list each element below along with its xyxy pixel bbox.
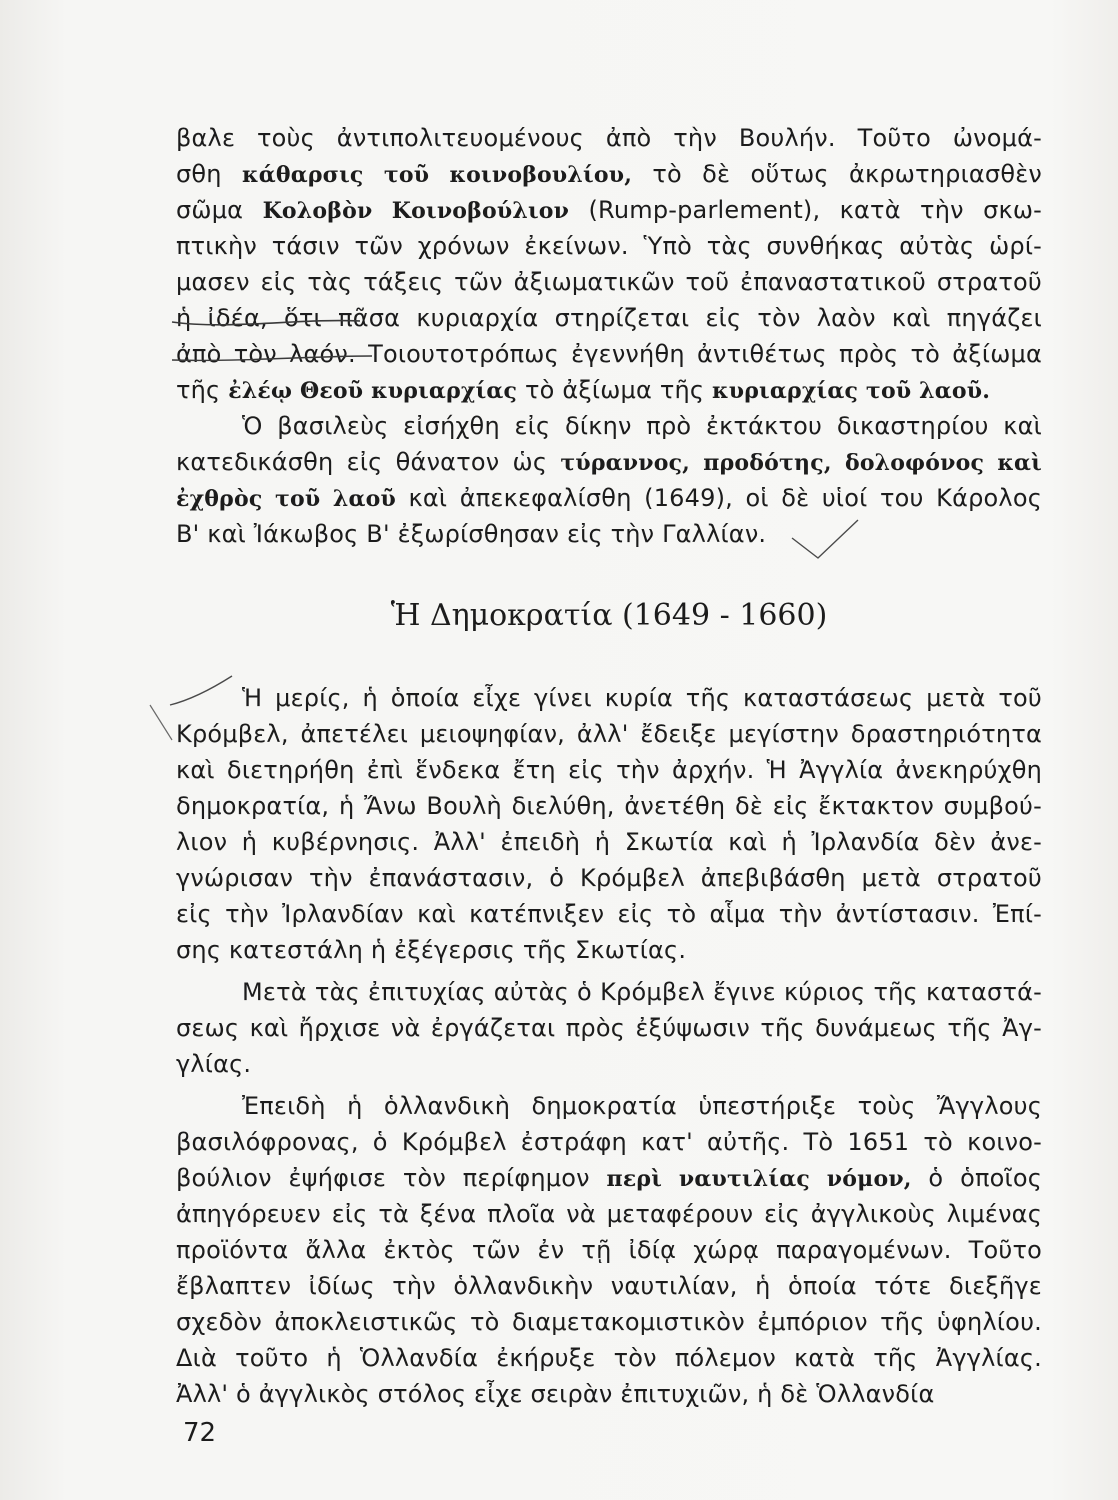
text-line: Ἐπειδὴ ἡ ὁλλανδικὴ δημοκρατία ὑπεστήριξε τοὺς Ἄγγλους xyxy=(242,1092,1042,1120)
text-line: Μετὰ τὰς ἐπιτυχίας αὐτὰς ὁ Κρόμβελ ἔγινε κύριος τῆς καταστά- xyxy=(242,978,1042,1006)
emphasis-term: κυριαρχίας τοῦ λαοῦ. xyxy=(712,378,991,404)
text-line: σεως καὶ ἤρχισε νὰ ἐργάζεται πρὸς ἐξύψωσιν τῆς δυνάμεως τῆς Ἀγ- xyxy=(176,1014,1042,1042)
text-line: Κρόμβελ, ἀπετέλει μειοψηφίαν, ἀλλ' ἔδειξε μεγίστην δραστηριότητα xyxy=(176,720,1042,748)
text-line: σθη κάθαρσις τοῦ κοινοβουλίου, τὸ δὲ οὕτως ἀκρωτηριασθὲν xyxy=(176,160,1042,188)
section-heading: Ἡ Δημοκρατία (1649 - 1660) xyxy=(390,598,828,633)
text-line: σης κατεστάλη ἡ ἐξέγερσις τῆς Σκωτίας. xyxy=(176,936,687,964)
text-line: ἐχθρὸς τοῦ λαοῦ καὶ ἀπεκεφαλίσθη (1649), οἱ δὲ υἱοί του Κάρολος xyxy=(176,484,1042,512)
text-line: Β' καὶ Ἰάκωβος Β' ἐξωρίσθησαν εἰς τὴν Γαλλίαν. xyxy=(176,520,767,548)
text-line: ἔβλαπτεν ἰδίως τὴν ὁλλανδικὴν ναυτιλίαν, ἡ ὁποία τότε διεξῆγε xyxy=(176,1272,1042,1300)
emphasis-term: κάθαρσις τοῦ κοινοβουλίου, xyxy=(242,162,633,188)
text-line: μασεν εἰς τὰς τάξεις τῶν ἀξιωματικῶν τοῦ ἐπαναστατικοῦ στρατοῦ xyxy=(176,268,1042,296)
emphasis-term: Κολοβὸν Κοινοβούλιον xyxy=(262,198,570,224)
text-line: κατεδικάσθη εἰς θάνατον ὡς τύραννος, προδότης, δολοφόνος καὶ xyxy=(176,448,1043,476)
text-line: προϊόντα ἄλλα ἐκτὸς τῶν ἐν τῇ ἰδίᾳ χώρᾳ παραγομένων. Τοῦτο xyxy=(176,1236,1042,1264)
text-line: δημοκρατία, ἡ Ἄνω Βουλὴ διελύθη, ἀνετέθη δὲ εἰς ἔκτακτον συμβού- xyxy=(176,792,1042,820)
emphasis-term: ἐχθρὸς τοῦ λαοῦ xyxy=(176,486,396,512)
text-line: βαλε τοὺς ἀντιπολιτευομένους ἀπὸ τὴν Βουλήν. Τοῦτο ὠνομά- xyxy=(176,124,1042,152)
text-line: σχεδὸν ἀποκλειστικῶς τὸ διαμετακομιστικὸν ἐμπόριον τῆς ὑφηλίου. xyxy=(176,1308,1042,1336)
page-body xyxy=(176,122,1042,1414)
text-line: καὶ διετηρήθη ἐπὶ ἕνδεκα ἔτη εἰς τὴν ἀρχήν. Ἡ Ἀγγλία ἀνεκηρύχθη xyxy=(176,756,1042,784)
text-line: εἰς τὴν Ἰρλανδίαν καὶ κατέπνιξεν εἰς τὸ αἷμα τὴν ἀντίστασιν. Ἐπί- xyxy=(176,900,1042,928)
text-line: σῶμα Κολοβὸν Κοινοβούλιον (Rump-parlement), κατὰ τὴν σκω- xyxy=(176,196,1042,224)
paragraph-cromwell xyxy=(176,976,1042,1084)
text-line: γλίας. xyxy=(176,1050,252,1078)
text-line: λιον ἡ κυβέρνησις. Ἀλλ' ἐπειδὴ ἡ Σκωτία καὶ ἡ Ἰρλανδία δὲν ἀνε- xyxy=(176,828,1042,856)
paragraph-republic xyxy=(176,682,1042,970)
text-line: Διὰ τοῦτο ἡ Ὁλλανδία ἐκήρυξε τὸν πόλεμον κατὰ τῆς Ἀγγλίας. xyxy=(176,1344,1042,1372)
paragraph-purge xyxy=(176,122,1042,410)
page-number: 72 xyxy=(183,1418,217,1448)
text-line: ἀπηγόρευεν εἰς τὰ ξένα πλοῖα νὰ μεταφέρουν εἰς ἀγγλικοὺς λιμένας xyxy=(176,1200,1042,1228)
text-line: ἀπὸ τὸν λαόν. Τοιουτοτρόπως ἐγεννήθη ἀντιθέτως πρὸς τὸ ἀξίωμα xyxy=(176,340,1042,368)
text-line: Ὁ βασιλεὺς εἰσήχθη εἰς δίκην πρὸ ἐκτάκτου δικαστηρίου καὶ xyxy=(242,412,1042,440)
text-line: πτικὴν τάσιν τῶν χρόνων ἐκείνων. Ὑπὸ τὰς συνθήκας αὐτὰς ὡρί- xyxy=(176,232,1042,260)
paragraph-holland xyxy=(176,1090,1042,1414)
text-line: βούλιον ἐψήφισε τὸν περίφημον περὶ ναυτιλίας νόμον, ὁ ὁποῖος xyxy=(176,1164,1042,1192)
text-line: τῆς ἐλέῳ Θεοῦ κυριαρχίας τὸ ἀξίωμα τῆς κυριαρχίας τοῦ λαοῦ. xyxy=(176,376,991,404)
text-line: βασιλόφρονας, ὁ Κρόμβελ ἐστράφη κατ' αὐτῆς. Τὸ 1651 τὸ κοινο- xyxy=(176,1128,1042,1156)
emphasis-term: περὶ ναυτιλίας νόμον, xyxy=(606,1166,912,1192)
text-line: Ἀλλ' ὁ ἀγγλικὸς στόλος εἶχε σειρὰν ἐπιτυχιῶν, ἡ δὲ Ὁλλανδία xyxy=(176,1380,935,1408)
text-line: γνώρισαν τὴν ἐπανάστασιν, ὁ Κρόμβελ ἀπεβιβάσθη μετὰ στρατοῦ xyxy=(176,864,1042,892)
emphasis-term: ἐλέῳ Θεοῦ κυριαρχίας xyxy=(228,378,518,404)
text-line: Ἡ μερίς, ἡ ὁποία εἶχε γίνει κυρία τῆς καταστάσεως μετὰ τοῦ xyxy=(242,684,1042,712)
check-mark xyxy=(150,705,172,740)
emphasis-term: τύραννος, προδότης, δολοφόνος καὶ xyxy=(560,450,1043,476)
text-line: ἡ ἰδέα, ὅτι πᾶσα κυριαρχία στηρίζεται εἰς τὸν λαὸν καὶ πηγάζει xyxy=(176,304,1042,332)
paragraph-king-trial xyxy=(176,410,1042,554)
